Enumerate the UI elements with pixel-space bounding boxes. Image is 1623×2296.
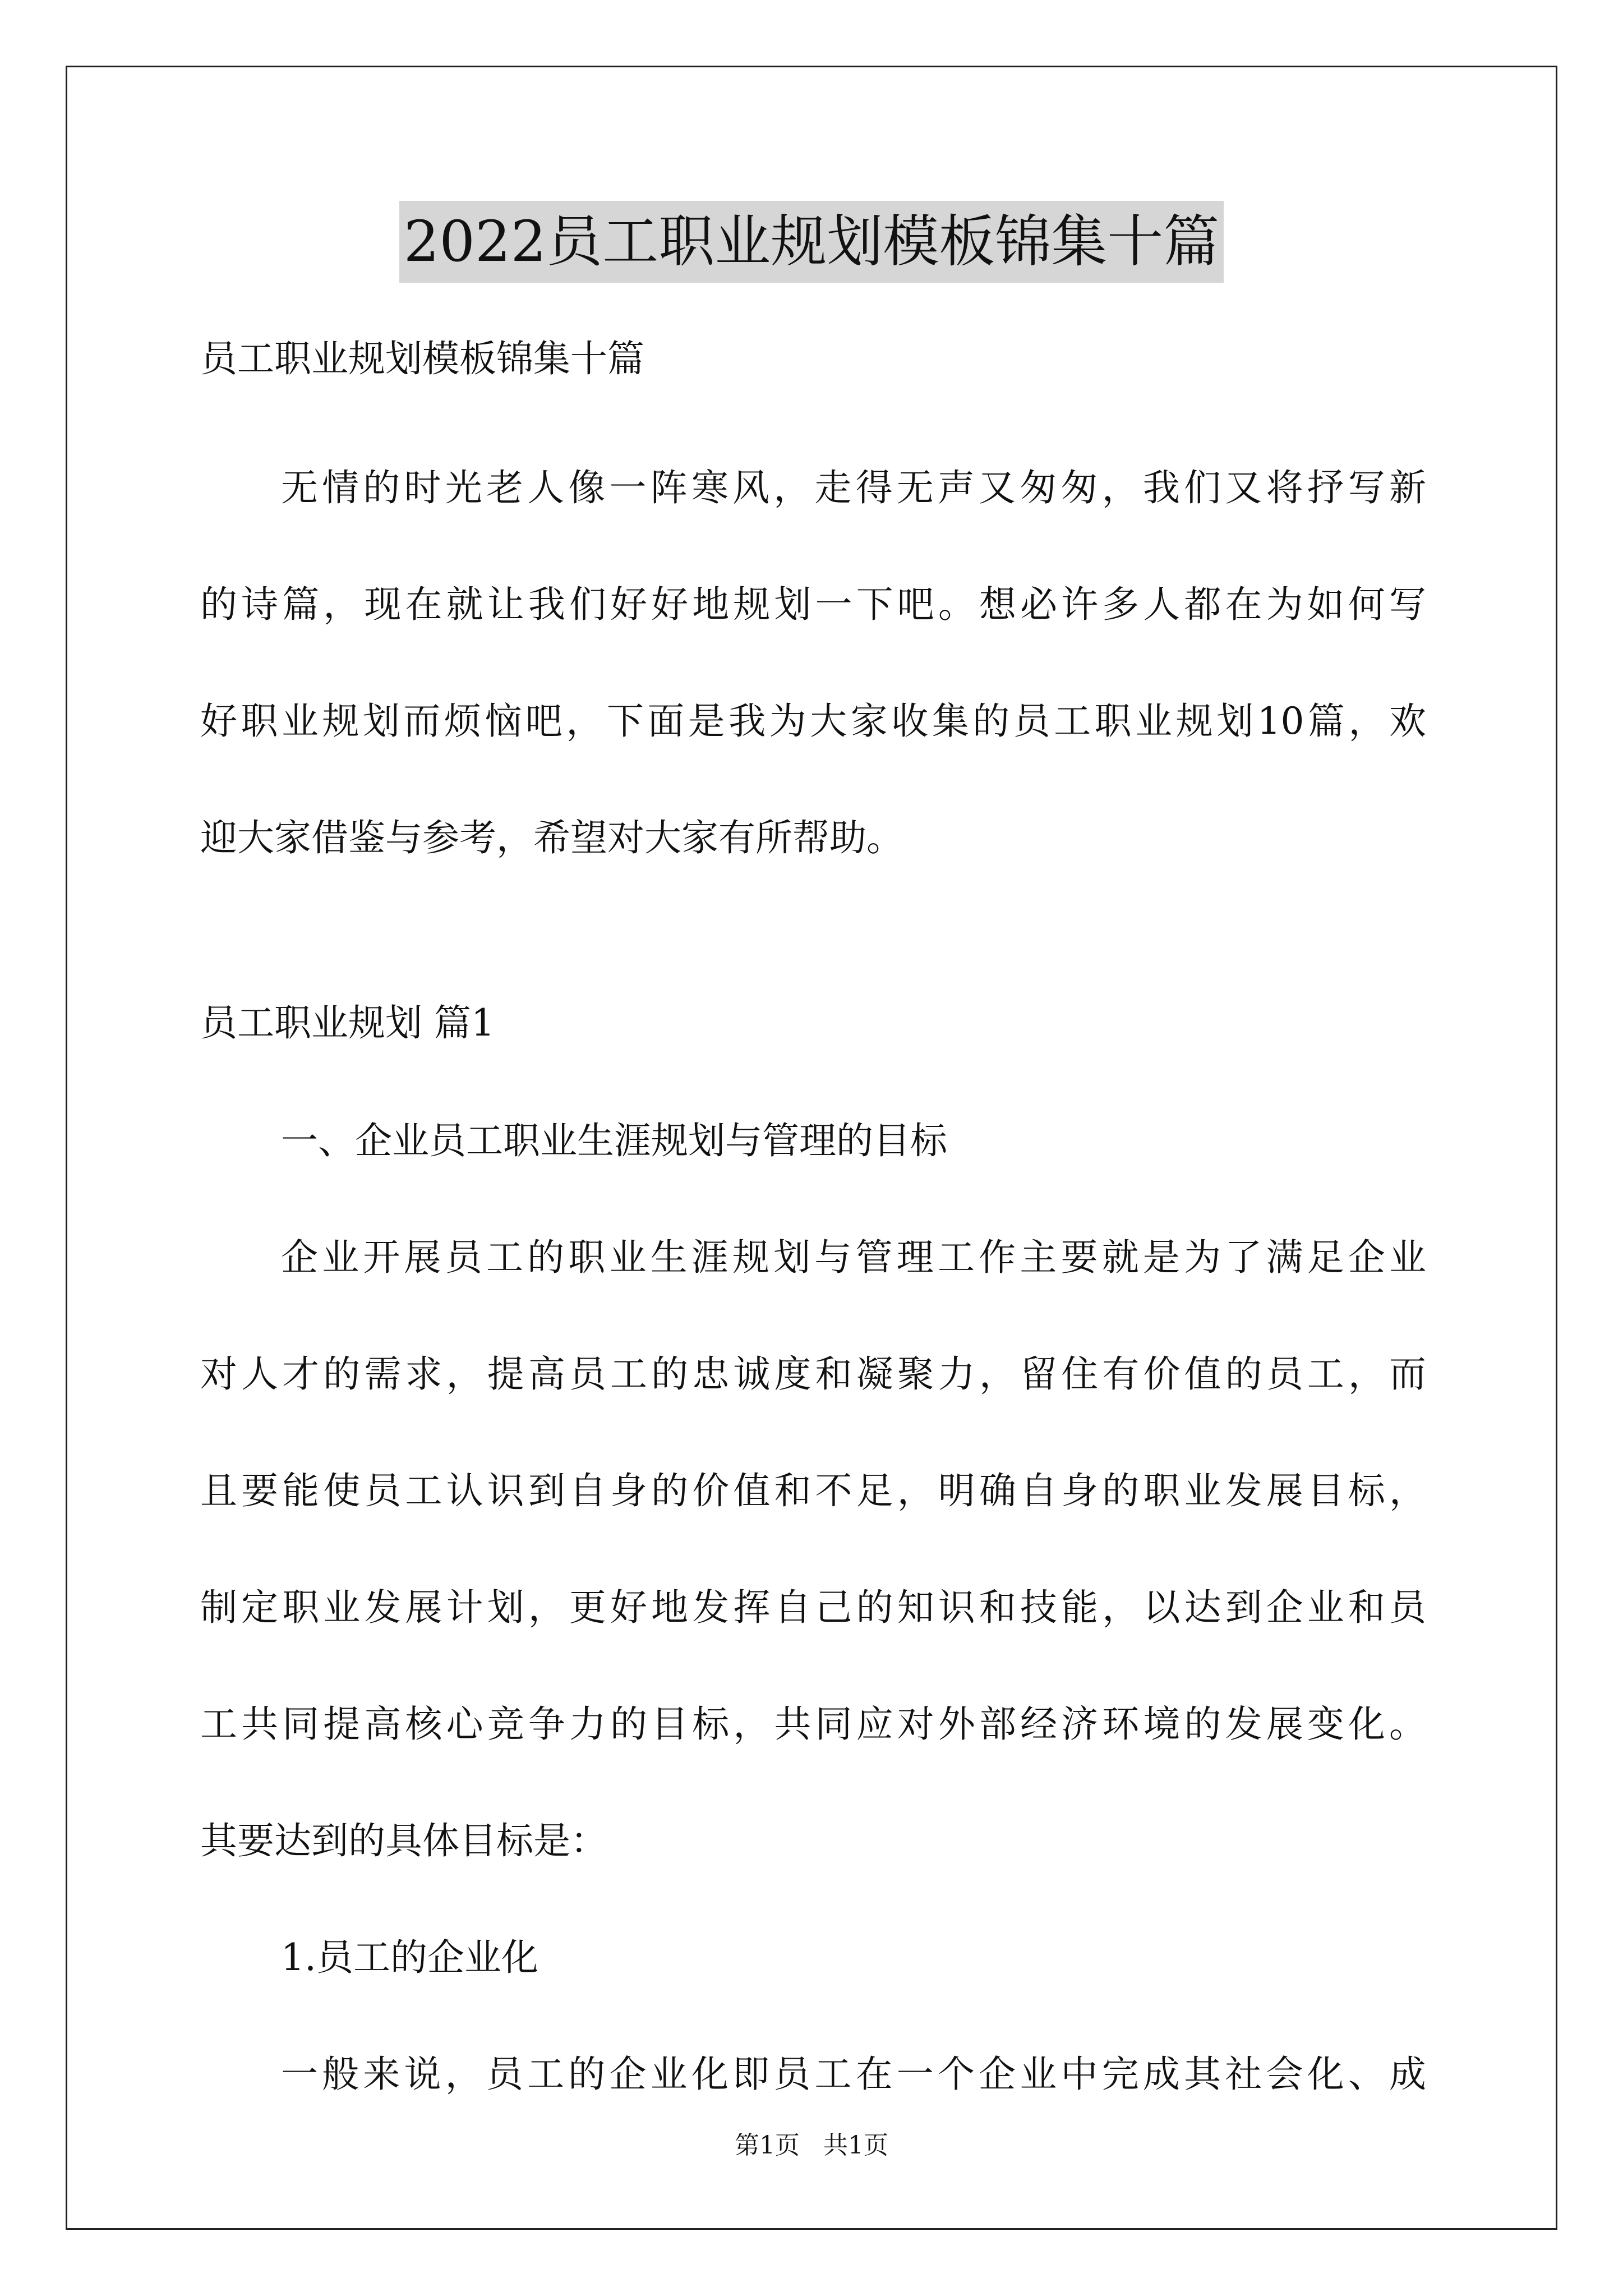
paragraph-line: 一般来说，员工的企业化即员工在一个企业中完成其社会化、成 <box>281 2053 1426 2096</box>
paragraph-line: 企业开展员工的职业生涯规划与管理工作主要就是为了满足企业 <box>281 1236 1426 1279</box>
subsection-heading: 一、企业员工职业生涯规划与管理的目标 <box>281 1119 947 1162</box>
paragraph-line: 且要能使员工认识到自身的价值和不足，明确自身的职业发展目标， <box>200 1469 1426 1512</box>
page-footer: 第1页 共1页 <box>735 2131 888 2160</box>
paragraph-line: 制定职业发展计划，更好地发挥自己的知识和技能，以达到企业和员 <box>200 1586 1426 1629</box>
paragraph-line: 迎大家借鉴与参考，希望对大家有所帮助。 <box>200 816 903 859</box>
paragraph-line: 的诗篇，现在就让我们好好地规划一下吧。想必许多人都在为如何写 <box>200 583 1426 626</box>
numbered-heading: 1.员工的企业化 <box>281 1936 538 1979</box>
subtitle-line: 员工职业规划模板锦集十篇 <box>200 337 644 380</box>
document-title: 2022员工职业规划模板锦集十篇 <box>399 201 1224 283</box>
paragraph-line: 工共同提高核心竞争力的目标，共同应对外部经济环境的发展变化。 <box>200 1703 1426 1746</box>
section-heading: 员工职业规划 篇1 <box>200 1001 495 1045</box>
paragraph-line: 对人才的需求，提高员工的忠诚度和凝聚力，留住有价值的员工，而 <box>200 1352 1426 1396</box>
paragraph-line: 好职业规划而烦恼吧，下面是我为大家收集的员工职业规划10篇，欢 <box>200 700 1426 743</box>
paragraph-line: 无情的时光老人像一阵寒风，走得无声又匆匆，我们又将抒写新 <box>281 466 1426 509</box>
paragraph-line: 其要达到的具体目标是： <box>200 1819 607 1862</box>
title-container <box>0 201 1623 283</box>
